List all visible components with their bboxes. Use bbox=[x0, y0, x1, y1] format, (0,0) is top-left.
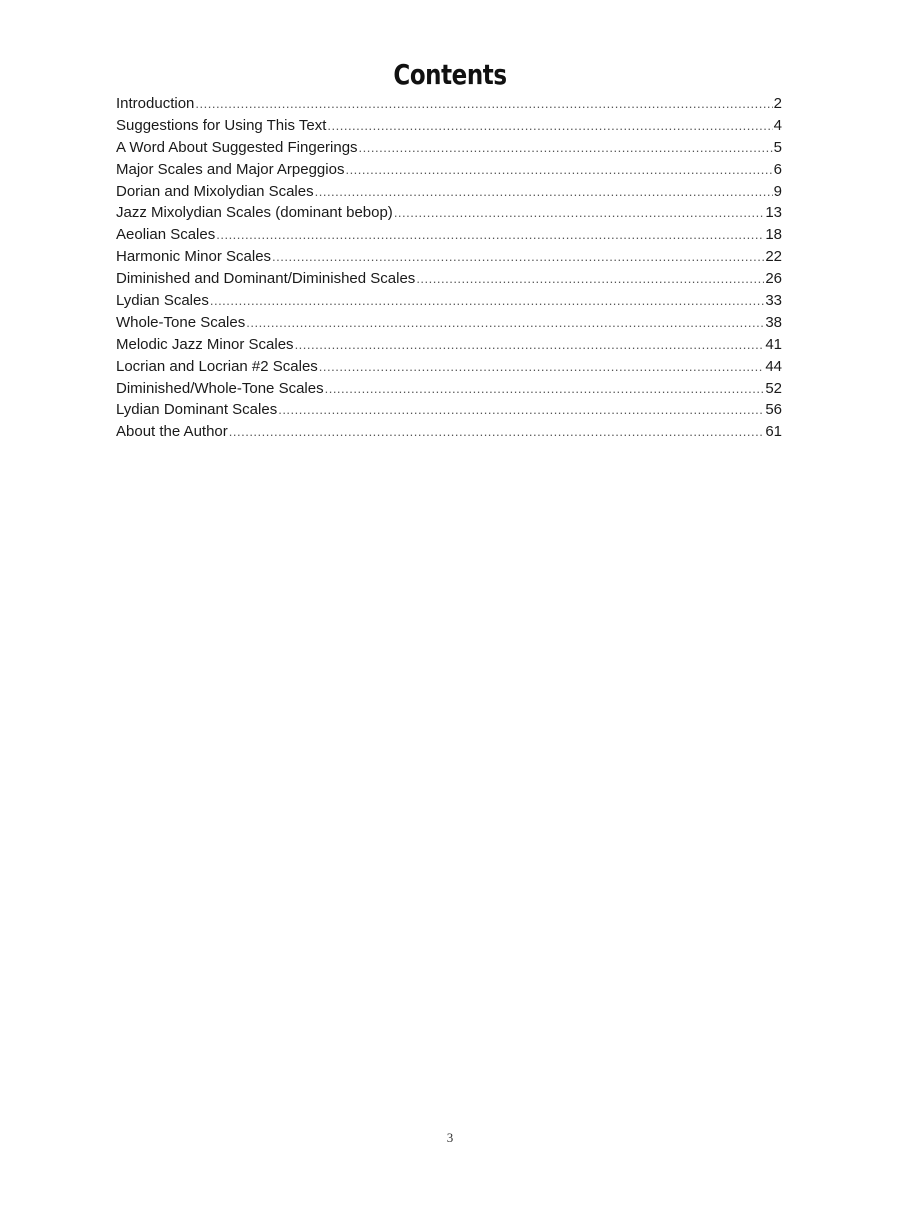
toc-entry-page: 13 bbox=[765, 204, 782, 222]
toc-entry-page: 22 bbox=[765, 248, 782, 266]
toc-entry-page: 38 bbox=[765, 313, 782, 331]
toc-entry-page: 5 bbox=[773, 138, 782, 156]
toc-entry bbox=[116, 224, 782, 246]
toc-entry-page: 52 bbox=[765, 379, 782, 397]
toc-entry bbox=[116, 399, 782, 421]
toc-entry-title: Harmonic Minor Scales bbox=[116, 248, 272, 266]
footer-page-number: 3 bbox=[446, 1130, 454, 1145]
dot-leader bbox=[359, 137, 773, 159]
toc-entry bbox=[116, 246, 782, 268]
toc-entry-title: Diminished and Dominant/Diminished Scales bbox=[116, 270, 416, 288]
dot-leader bbox=[345, 159, 772, 181]
toc-entry bbox=[116, 334, 782, 356]
toc-entry bbox=[116, 356, 782, 378]
toc-entry-title: Lydian Dominant Scales bbox=[116, 401, 278, 419]
toc-entry bbox=[116, 159, 782, 181]
toc-entry bbox=[116, 137, 782, 159]
toc-entry bbox=[116, 268, 782, 290]
page-title: Contents bbox=[393, 58, 507, 91]
toc-entry-page: 4 bbox=[773, 116, 782, 134]
toc-entry-page: 33 bbox=[765, 292, 782, 310]
toc-entry-title: Suggestions for Using This Text bbox=[116, 116, 327, 134]
toc-entry-page: 56 bbox=[765, 401, 782, 419]
toc-entry bbox=[116, 181, 782, 203]
dot-leader bbox=[416, 268, 764, 290]
toc-entry-title: Aeolian Scales bbox=[116, 226, 216, 244]
dot-leader bbox=[325, 378, 765, 400]
dot-leader bbox=[272, 246, 764, 268]
dot-leader bbox=[210, 290, 764, 312]
toc-entry bbox=[116, 378, 782, 400]
toc-entry bbox=[116, 115, 782, 137]
toc-entry bbox=[116, 93, 782, 115]
toc-entry-title: Lydian Scales bbox=[116, 292, 209, 310]
dot-leader bbox=[394, 202, 765, 224]
table-of-contents bbox=[116, 93, 782, 443]
dot-leader bbox=[229, 421, 765, 443]
toc-entry-title: Major Scales and Major Arpeggios bbox=[116, 160, 345, 178]
dot-leader bbox=[319, 356, 765, 378]
toc-entry-title: Dorian and Mixolydian Scales bbox=[116, 182, 314, 200]
toc-entry bbox=[116, 290, 782, 312]
toc-entry-title: Diminished/Whole-Tone Scales bbox=[116, 379, 324, 397]
toc-entry bbox=[116, 421, 782, 443]
toc-entry-page: 18 bbox=[765, 226, 782, 244]
toc-entry-page: 9 bbox=[773, 182, 782, 200]
dot-leader bbox=[216, 224, 764, 246]
toc-entry-title: A Word About Suggested Fingerings bbox=[116, 138, 358, 156]
toc-entry-title: Melodic Jazz Minor Scales bbox=[116, 335, 294, 353]
toc-entry-title: Jazz Mixolydian Scales (dominant bebop) bbox=[116, 204, 393, 222]
toc-entry-page: 26 bbox=[765, 270, 782, 288]
dot-leader bbox=[246, 312, 764, 334]
toc-entry bbox=[116, 202, 782, 224]
dot-leader bbox=[195, 93, 772, 115]
toc-entry-page: 6 bbox=[773, 160, 782, 178]
dot-leader bbox=[295, 334, 765, 356]
toc-entry-title: Locrian and Locrian #2 Scales bbox=[116, 357, 318, 375]
toc-entry-page: 44 bbox=[765, 357, 782, 375]
dot-leader bbox=[327, 115, 772, 137]
toc-entry-page: 61 bbox=[765, 423, 782, 441]
toc-entry-title: Whole-Tone Scales bbox=[116, 313, 246, 331]
toc-entry-title: Introduction bbox=[116, 95, 195, 112]
dot-leader bbox=[278, 399, 764, 421]
toc-entry-title: About the Author bbox=[116, 423, 228, 441]
toc-entry-page: 41 bbox=[765, 335, 782, 353]
toc-entry bbox=[116, 312, 782, 334]
toc-entry-page: 2 bbox=[773, 95, 782, 112]
dot-leader bbox=[315, 181, 773, 203]
